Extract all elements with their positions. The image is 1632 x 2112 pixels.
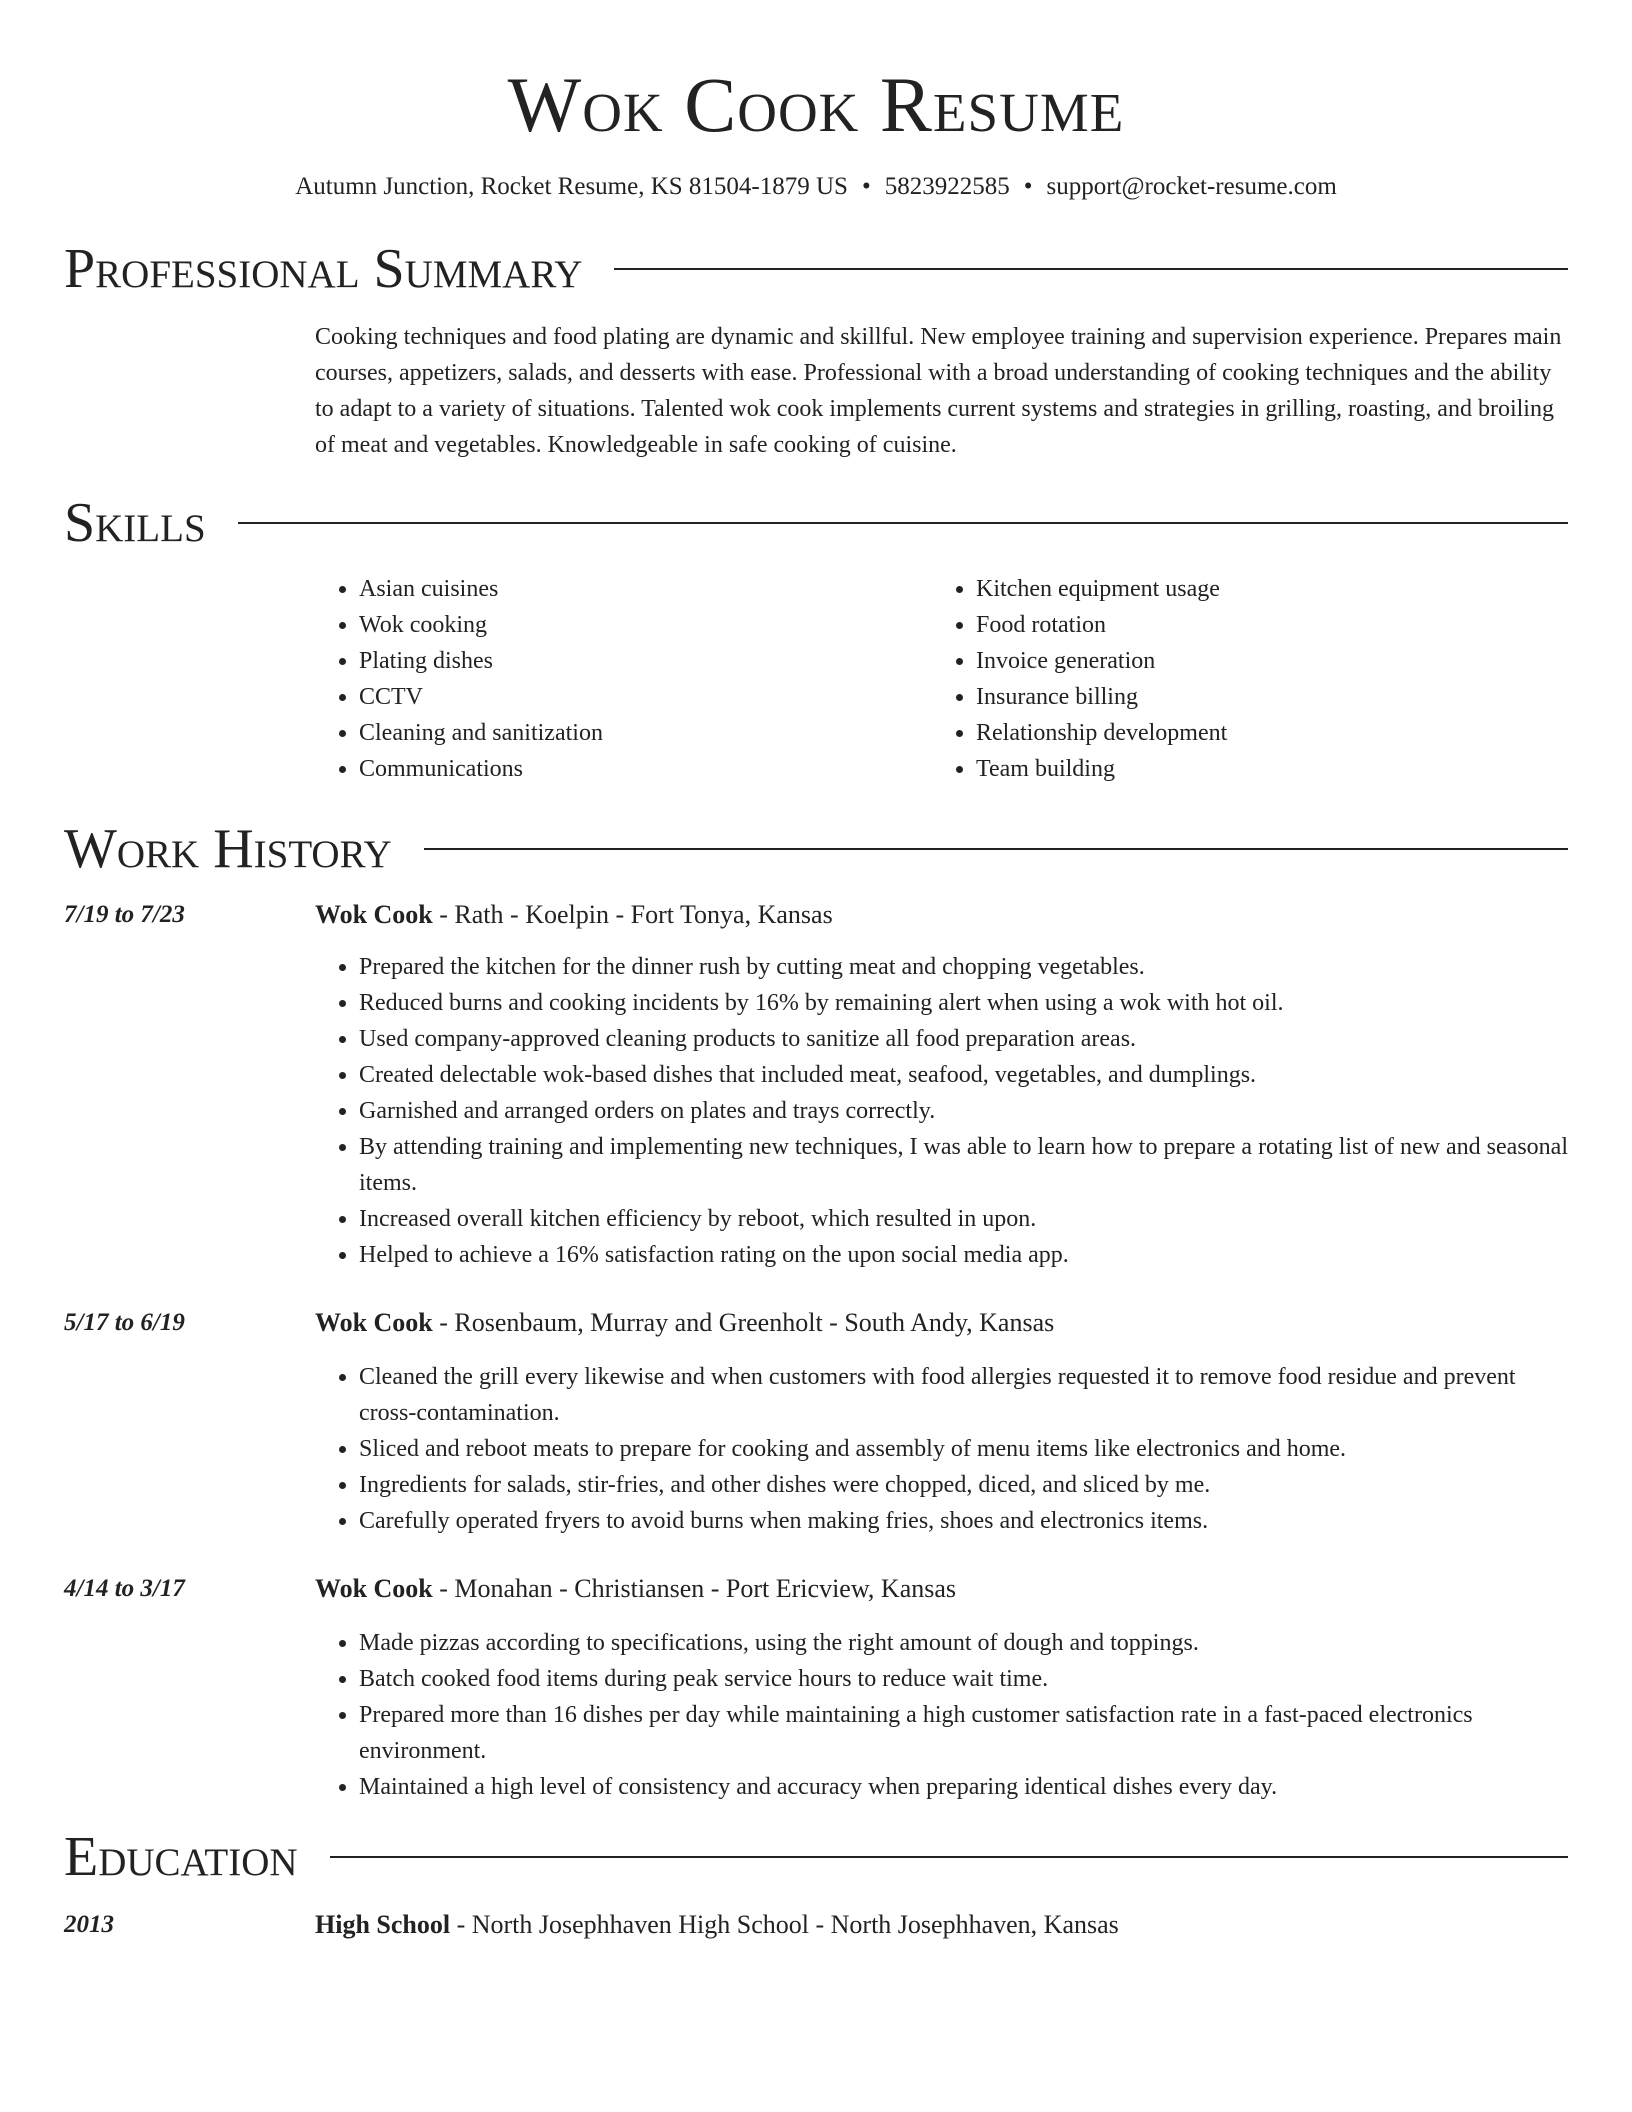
section-header-education	[64, 1825, 1568, 1889]
section-header-skills	[64, 491, 1568, 555]
section-header-work	[64, 817, 1568, 881]
job-duty: • Garnished and arranged orders on plates and trays correctly.	[359, 1093, 1568, 1129]
job-title: Wok Cook	[315, 1574, 433, 1603]
job-duty: • Prepared the kitchen for the dinner rush by cutting meat and chopping vegetables.	[359, 949, 1568, 985]
education-line	[315, 1907, 1568, 1943]
section-header-summary	[64, 237, 1568, 301]
resume-title: Wok Cook Resume	[507, 61, 1125, 148]
contact-separator: •	[1023, 173, 1033, 200]
section-title-education: Education	[64, 1826, 298, 1888]
section-divider	[238, 522, 1568, 524]
job-duty: • Prepared more than 16 dishes per day while maintaining a high customer satisfaction rate in a fast-paced electronics environment.	[359, 1697, 1568, 1769]
skill-item: • Asian cuisines	[359, 571, 932, 607]
job-duty: • Used company-approved cleaning products to sanitize all food preparation areas.	[359, 1021, 1568, 1057]
job-duty: • Sliced and reboot meats to prepare for cooking and assembly of menu items like electronics and home.	[359, 1431, 1568, 1467]
skill-item: • Wok cooking	[359, 607, 932, 643]
job-duty: • Made pizzas according to specifications, using the right amount of dough and toppings.	[359, 1625, 1568, 1661]
skill-item: • Insurance billing	[976, 679, 1549, 715]
skill-item: • Invoice generation	[976, 643, 1549, 679]
job-duty: • Batch cooked food items during peak service hours to reduce wait time.	[359, 1661, 1568, 1697]
job-duty: • Created delectable wok-based dishes that included meat, seafood, vegetables, and dumplings.	[359, 1057, 1568, 1093]
skill-item: • Team building	[976, 751, 1549, 787]
job-duty: • Reduced burns and cooking incidents by 16% by remaining alert when using a wok with hot oil.	[359, 985, 1568, 1021]
skills-list	[315, 571, 1568, 787]
skill-item: • Kitchen equipment usage	[976, 571, 1549, 607]
job-duty: • Increased overall kitchen efficiency by reboot, which resulted in upon.	[359, 1201, 1568, 1237]
education-details	[315, 1907, 1568, 1943]
job-title-line	[315, 1571, 1568, 1607]
skill-item: • Cleaning and sanitization	[359, 715, 932, 751]
job-employer: - Rath - Koelpin - Fort Tonya, Kansas	[432, 900, 833, 929]
resume-page	[64, 0, 1568, 1943]
job-title: Wok Cook	[315, 1308, 433, 1337]
contact-address: Autumn Junction, Rocket Resume, KS 81504-1879 US	[295, 173, 848, 200]
job-dates: 4/14 to 3/17	[64, 1575, 185, 1602]
section-title-skills: Skills	[64, 492, 206, 554]
skill-item: • Relationship development	[976, 715, 1549, 751]
skill-item: • Food rotation	[976, 607, 1549, 643]
contact-line	[64, 170, 1568, 204]
section-divider	[424, 848, 1568, 850]
summary-block	[315, 319, 1568, 463]
job-dates: 7/19 to 7/23	[64, 901, 185, 928]
section-divider	[330, 1856, 1568, 1858]
education-school: - North Josephhaven High School - North Josephhaven, Kansas	[450, 1910, 1119, 1939]
job-title: Wok Cook	[315, 900, 433, 929]
job-duty: • Maintained a high level of consistency and accuracy when preparing identical dishes every day.	[359, 1769, 1568, 1805]
job-details	[315, 1305, 1568, 1539]
section-divider	[614, 268, 1568, 270]
job-entry	[64, 1571, 1568, 1805]
contact-separator: •	[861, 173, 871, 200]
education-degree: High School	[315, 1910, 451, 1939]
job-title-line	[315, 1305, 1568, 1341]
job-employer: - Rosenbaum, Murray and Greenholt - South Andy, Kansas	[432, 1308, 1055, 1337]
job-details	[315, 1571, 1568, 1805]
contact-phone: 5823922585	[884, 173, 1010, 200]
skill-item: • Communications	[359, 751, 932, 787]
job-duty: • Helped to achieve a 16% satisfaction rating on the upon social media app.	[359, 1237, 1568, 1273]
summary-text: Cooking techniques and food plating are dynamic and skillful. New employee training and supervision experience. Prepares main courses, appetizers, salads, and desserts with ease. Professional with a broad understanding of cooking techniques and the ability to adapt to a variety of situations. Talented wok cook implements current systems and strategies in grilling, roasting, and broiling of meat and vegetables. Knowledgeable in safe cooking of cuisine.	[315, 324, 1562, 458]
job-duty: • Ingredients for salads, stir-fries, and other dishes were chopped, diced, and sliced by me.	[359, 1467, 1568, 1503]
skills-column-left	[315, 571, 932, 787]
job-details	[315, 897, 1568, 1273]
contact-email: support@rocket-resume.com	[1046, 173, 1337, 200]
job-dates: 5/17 to 6/19	[64, 1309, 185, 1336]
job-employer: - Monahan - Christiansen - Port Ericview, Kansas	[432, 1574, 957, 1603]
education-year: 2013	[64, 1911, 114, 1938]
job-duty: • By attending training and implementing new techniques, I was able to learn how to prepare a rotating list of new and seasonal items.	[359, 1129, 1568, 1201]
section-title-summary: Professional Summary	[64, 238, 583, 300]
education-entry	[64, 1907, 1568, 1943]
job-duties	[315, 1359, 1568, 1539]
skill-item: • CCTV	[359, 679, 932, 715]
skills-column-right	[932, 571, 1549, 787]
job-duties	[315, 1625, 1568, 1805]
job-title-line	[315, 897, 1568, 933]
job-entry	[64, 1305, 1568, 1539]
section-title-work: Work History	[64, 818, 392, 880]
job-entry	[64, 897, 1568, 1273]
job-duties	[315, 949, 1568, 1273]
skill-item: • Plating dishes	[359, 643, 932, 679]
job-duty: • Carefully operated fryers to avoid burns when making fries, shoes and electronics items.	[359, 1503, 1568, 1539]
job-duty: • Cleaned the grill every likewise and when customers with food allergies requested it to remove food residue and prevent cross-contamination.	[359, 1359, 1568, 1431]
